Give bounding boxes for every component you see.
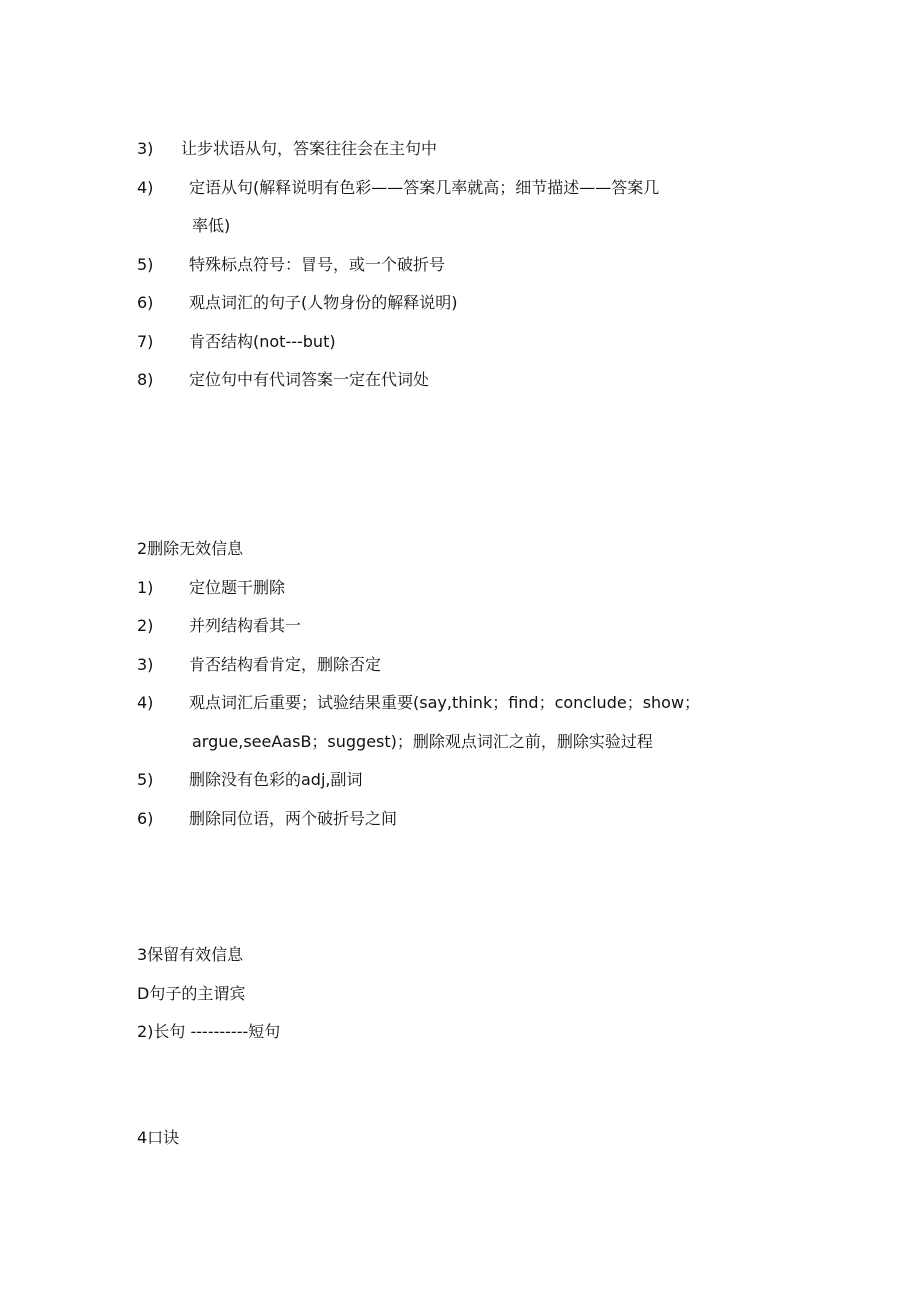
list-item-text: 删除没有色彩的adj,副词 bbox=[189, 770, 363, 789]
list-number: 3) bbox=[137, 139, 154, 158]
list-number: 4) bbox=[137, 693, 154, 712]
list-item-text: 定语从句(解释说明有色彩——答案几率就高；细节描述——答案几 bbox=[189, 178, 660, 197]
list-number: 5) bbox=[137, 770, 154, 789]
list-item-text: 删除同位语，两个破折号之间 bbox=[189, 809, 398, 828]
list-number: 3) bbox=[137, 655, 154, 674]
list-number: 5) bbox=[137, 255, 154, 274]
list-item-text: 并列结构看其一 bbox=[189, 616, 302, 635]
section-heading: 2删除无效信息 bbox=[137, 539, 244, 558]
list-number: 2) bbox=[137, 616, 154, 635]
list-item-text: 特殊标点符号：冒号，或一个破折号 bbox=[189, 255, 446, 274]
text-line: D句子的主谓宾 bbox=[137, 984, 246, 1003]
list-item-text: 定位题干删除 bbox=[189, 578, 286, 597]
list-item-continuation: argue,seeAasB；suggest)；删除观点词汇之前，删除实验过程 bbox=[192, 732, 653, 751]
list-item-text: 观点词汇的句子(人物身份的解释说明) bbox=[189, 293, 458, 312]
list-number: 7) bbox=[137, 332, 154, 351]
list-item-text: 肯否结构看肯定，删除否定 bbox=[189, 655, 382, 674]
list-item-text: 让步状语从句，答案往往会在主句中 bbox=[181, 139, 438, 158]
list-number: 6) bbox=[137, 293, 154, 312]
list-number: 8) bbox=[137, 370, 154, 389]
list-item-text: 肯否结构(not---but) bbox=[189, 332, 336, 351]
list-item-text: 观点词汇后重要；试验结果重要(say,think；find；conclude；show； bbox=[189, 693, 701, 712]
text-line: 2)长句 ----------短句 bbox=[137, 1022, 281, 1041]
section-heading: 4口诀 bbox=[137, 1128, 180, 1147]
list-number: 1) bbox=[137, 578, 154, 597]
list-number: 6) bbox=[137, 809, 154, 828]
list-item-continuation: 率低) bbox=[192, 216, 231, 235]
list-number: 4) bbox=[137, 178, 154, 197]
list-item-text: 定位句中有代词答案一定在代词处 bbox=[189, 370, 430, 389]
section-heading: 3保留有效信息 bbox=[137, 945, 244, 964]
